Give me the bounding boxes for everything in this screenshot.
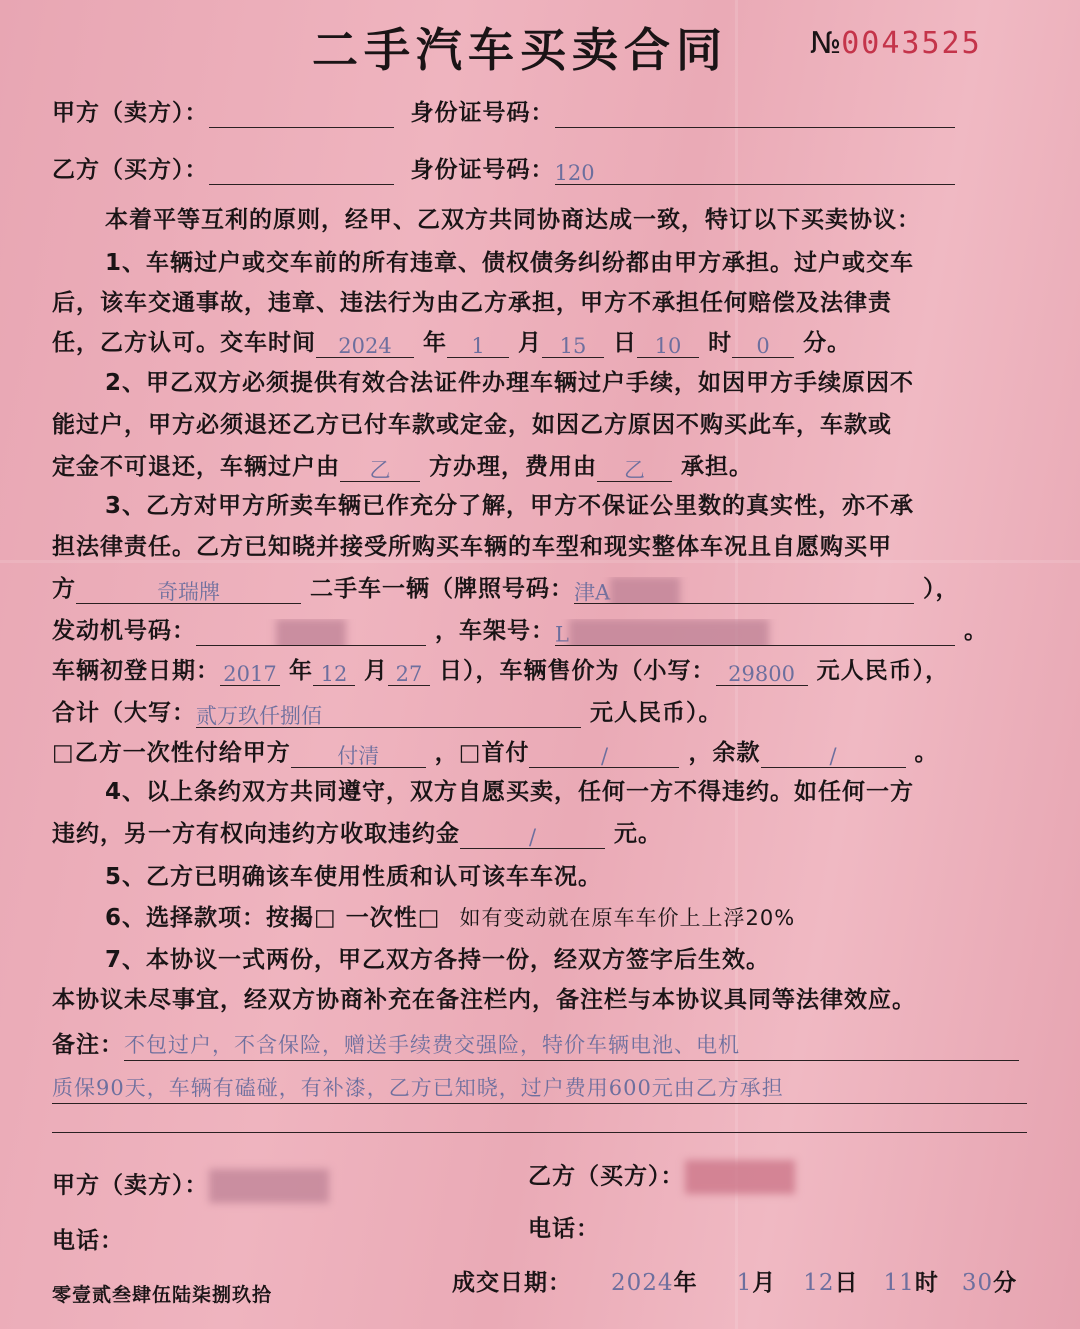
plate-field[interactable]: 津A [574,577,914,604]
supplement-text: 本协议未尽事宜，经双方协商补充在备注栏内，备注栏与本协议具同等法律效应。 [52,987,916,1013]
total-upper-field[interactable]: 贰万玖仟捌佰 [196,701,581,728]
remarks-blank-line[interactable] [52,1132,1027,1133]
handover-month[interactable]: 1 [447,331,509,358]
handover-day[interactable]: 15 [542,331,604,358]
deal-day[interactable]: 12 [803,1270,835,1296]
deal-hour[interactable]: 11 [883,1270,915,1296]
buyer-signature: 乙方（买方）： [528,1160,795,1194]
down-payment-field[interactable]: / [529,741,679,768]
deal-minute[interactable]: 30 [961,1270,994,1296]
party-a-id-field[interactable] [555,101,955,128]
clause-2-line: 2、甲乙双方必须提供有效合法证件办理车辆过户手续，如因甲方手续原因不 [105,370,915,396]
vehicle-row: 方 奇瑞牌 二手车一辆（牌照号码：津A ）， [52,574,960,604]
balance-field[interactable]: / [761,741,906,768]
deal-year[interactable]: 2024 [611,1270,674,1296]
party-a-id-label: 身份证号码： [410,100,555,126]
remarks-row [52,1030,1019,1061]
party-a-name-field[interactable] [209,101,394,128]
remarks-row-2 [52,1073,1027,1104]
handover-minute[interactable]: 0 [732,331,794,358]
remarks-label: 备注： [52,1032,124,1058]
brand-field[interactable]: 奇瑞牌 [76,577,301,604]
clause-1-line: 后，该车交通事故，违章、违法行为由乙方承担，甲方不承担任何赔偿及法律责 [52,290,892,316]
reg-month-field[interactable]: 12 [313,659,355,686]
clause-3-line: 担法律责任。乙方已知晓并接受所购买车辆的车型和现实整体车况且自愿购买甲 [52,534,892,560]
handover-hour[interactable]: 10 [637,331,699,358]
fee-party-field[interactable]: 乙 [597,455,672,482]
deal-month[interactable]: 1 [736,1270,753,1296]
pay-once-checkbox[interactable]: □乙方一次性付给甲方 [52,740,291,766]
engine-number-field[interactable] [196,619,426,646]
deal-date-row: 成交日期： 2024年 1月 12日 11时 30分 [452,1270,1018,1296]
handover-year[interactable]: 2024 [316,331,414,358]
party-a-label: 甲方（卖方）： [52,100,209,126]
payment-option-checkboxes[interactable]: 6、选择款项：按揭□ 一次性□ [105,905,441,931]
engine-frame-row: 发动机号码： ，车架号：L 。 [52,616,988,646]
transfer-row: 定金不可退还，车辆过户由 乙 方办理，费用由 乙 承担。 [52,454,754,482]
party-a-row [52,98,955,128]
clause-1-line: 1、车辆过户或交车前的所有违章、债权债务纠纷都由甲方承担。过户或交车 [105,250,915,276]
payment-row: □乙方一次性付给甲方 付清 ，□首付 / ，余款 / 。 [52,740,939,768]
clause-2-line: 能过户，甲方必须退还乙方已付车款或定金，如因乙方原因不购买此车，车款或 [52,412,892,438]
registration-price-row: 车辆初登日期： 2017 年 12 月 27 日），车辆售价为（小写： 29800 元人民币）， [52,658,950,686]
clause-3-line: 3、乙方对甲方所卖车辆已作充分了解，甲方不保证公里数的真实性，亦不承 [105,493,915,519]
intro-text: 本着平等互利的原则，经甲、乙双方共同协商达成一致，特订以下买卖协议： [105,207,921,233]
buyer-phone-label: 电话： [528,1216,600,1242]
party-b-label: 乙方（买方）： [52,157,209,183]
frame-number-field[interactable]: L [555,619,955,646]
reg-year-field[interactable]: 2017 [220,659,280,686]
remarks-line[interactable]: 质保90天，车辆有磕碰，有补漆，乙方已知晓，过户费用600元由乙方承担 [52,1073,1027,1104]
chinese-numerals-reference: 零壹贰叁肆伍陆柒捌玖拾 [52,1284,273,1306]
party-b-row [52,155,955,185]
serial-number: №0043525 [810,26,982,61]
remarks-line[interactable]: 不包过户，不含保险，赠送手续费交强险，特价车辆电池、电机 [124,1030,1019,1061]
total-upper-row: 合计（大写：贰万玖仟捌佰 元人民币）。 [52,700,723,728]
transfer-party-field[interactable]: 乙 [340,455,420,482]
pay-once-field[interactable]: 付清 [291,741,426,768]
clause-5: 5、乙方已明确该车使用性质和认可该车车况。 [105,864,603,890]
document-title: 二手汽车买卖合同 [312,23,728,77]
seller-phone-label: 电话： [52,1228,124,1254]
penalty-row: 违约，另一方有权向违约方收取违约金 / 元。 [52,821,663,849]
seller-signature: 甲方（卖方）： [52,1169,329,1203]
clause-6 [105,903,795,933]
reg-day-field[interactable]: 27 [388,659,430,686]
penalty-field[interactable]: / [460,822,605,849]
clause-4-line: 4、以上条约双方共同遵守，双方自愿买卖，任何一方不得违约。如任何一方 [105,779,915,805]
party-b-id-label: 身份证号码： [410,157,555,183]
clause-7: 7、本协议一式两份，甲乙双方各持一份，经双方签字后生效。 [105,947,771,973]
handover-time-row: 任，乙方认可。交车时间 2024 年 1 月 15 日 10 时 0 分。 [52,330,852,358]
party-b-name-field[interactable] [209,158,394,185]
price-note: 如有变动就在原车车价上上浮20% [459,906,796,930]
down-payment-checkbox[interactable]: ，□首付 [434,740,530,766]
party-b-id-field[interactable]: 120 [555,158,955,185]
price-field[interactable]: 29800 [716,659,808,686]
